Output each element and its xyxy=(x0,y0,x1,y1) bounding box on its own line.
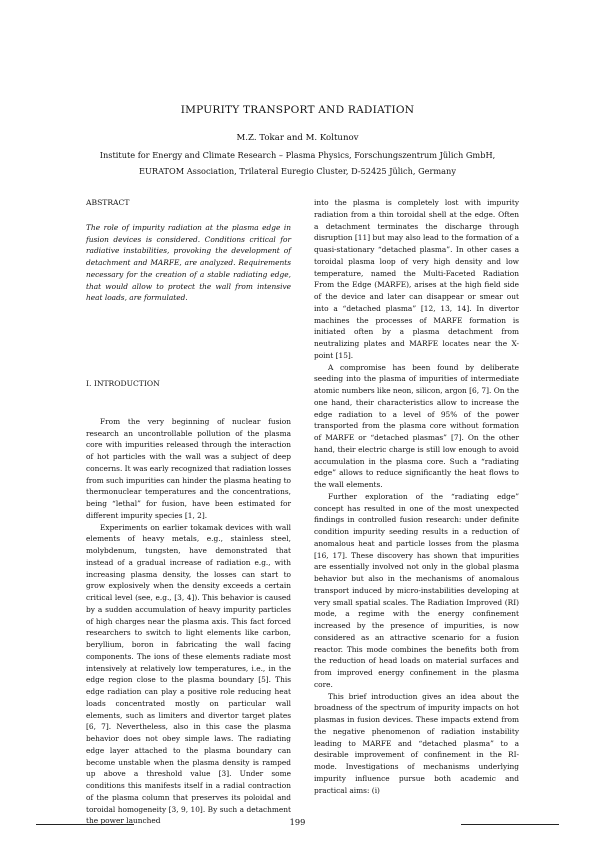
abstract-text: The role of impurity radiation at the plasma edge in fusion devices is considered. Conditions critical for radiative instabilities, provoking the development of detachment and MARFE, are analyzed. Requirements necessary for the creation of a stable radiating edge, that would allow to protect the wall from intensive heat loads, are formulated. xyxy=(86,222,291,303)
right-column xyxy=(314,197,519,796)
page-number: 199 xyxy=(289,817,306,827)
body-paragraph: A compromise has been found by deliberate seeding into the plasma of impurities of intermediate atomic numbers like neon, silicon, argon [6, 7]. On the one hand, their characteristics allow to increase the edge radiation to a level of 95% of the power transported from the plasma core without formation of MARFE or “detached plasmas” [7]. On the other hand, their electric charge is still low enough to avoid accumulation in the plasma core. Such a “radiating edge” allows to reduce significantly the heat flows to the wall elements. xyxy=(314,362,519,489)
author-list: M.Z. Tokar and M. Koltunov xyxy=(236,133,359,143)
intro-paragraph: Experiments on earlier tokamak devices with wall elements of heavy metals, e.g., stainless steel, molybdenum, tungsten, have demonstrated that instead of a gradual increase of radiation e.g., with increasing plasma density, the losses can start to grow explosively when the density exceeds a certain critical level (see, e.g., [3, 4]). This behavior is caused by a sudden accumulation of heavy impurity particles of high charges near the plasma axis. This fact forced researchers to switch to light elements like carbon, beryllium, boron in fabricating the wall facing components. The ions of these elements radiate most intensively at relatively low temperatures, i.e., in the edge region close to the plasma boundary [5]. This edge radiation can play a positive role reducing heat loads concentrated mostly on particular wall elements, such as limiters and divertor target plates [6, 7]. Nevertheless, also in this case the plasma behavior does not obey simple laws. The radiating edge layer attached to the plasma boundary can become unstable when the plasma density is ramped up above a threshold value [3]. Under some conditions this manifests itself in a radial contraction of the plasma column that preserves its poloidal and toroidal homogeneity [3, 9, 10]. By such a detachment the power launched xyxy=(86,522,291,826)
body-paragraph: Further exploration of the “radiating edge” concept has resulted in one of the most unexpected findings in controlled fusion research: under definite condition impurity seeding results in a reduction of anomalous heat and particle losses from the plasma [16, 17]. These discovery has shown that impurities are essentially involved not only in the global plasma behavior but also in the mechanisms of anomalous transport induced by micro-instabilities developing at very small spatial scales. The Radiation Improved (RI) mode, a regime with the energy confinement increased by the presence of impurities, is now considered as an attractive scenario for a fusion reactor. This mode combines the benefits both from the reduction of head loads on material surfaces and from improved energy confinement in the plasma core. xyxy=(314,491,519,689)
affiliation-line-1: Institute for Energy and Climate Research – Plasma Physics, Forschungszentrum Jülich GmbH, xyxy=(99,150,496,160)
introduction-heading: I. INTRODUCTION xyxy=(86,379,160,388)
paper-title: IMPURITY TRANSPORT AND RADIATION xyxy=(180,104,415,116)
body-paragraph: into the plasma is completely lost with impurity radiation from a thin toroidal shell at the edge. Often a detachment terminates the discharge through disruption [11] but may also lead to the formation of a quasi-stationary “detached plasma”. In other cases a toroidal plasma loop of very high density and low temperature, named the Multi-Faceted Radiation From the Edge (MARFE), arises at the high field side of the device and later can disappear or smear out into a “detached plasma” [12, 13, 14]. In divertor machines the processes of MARFE formation is initiated often by a plasma detachment from neutralizing plates and MARFE locates near the X-point [15]. xyxy=(314,198,519,360)
left-column xyxy=(86,197,291,827)
intro-paragraph: From the very beginning of nuclear fusion research an uncontrollable pollution of the plasma core with impurities released through the interaction of hot particles with the wall was a subject of deep concerns. It was early recognized that radiation losses from such impurities can hinder the plasma heating to thermonuclear temperatures and the concentrations, being “lethal” for fusion, have been estimated for different impurity species [1, 2]. xyxy=(86,416,292,520)
body-paragraph: This brief introduction gives an idea about the broadness of the spectrum of impurity impacts on hot plasmas in fusion devices. These impacts extend from the negative phenomenon of radiation instability leading to MARFE and “detached plasma” to a desirable improvement of confinement in the RI-mode. Investigations of mechanisms underlying impurity influence pursue both academic and practical aims: (i) xyxy=(314,691,519,795)
abstract-heading: ABSTRACT xyxy=(86,198,130,207)
footer-rule-right xyxy=(461,824,559,825)
affiliation-line-2: EURATOM Association, Trilateral Euregio Cluster, D-52425 Jülich, Germany xyxy=(139,166,456,176)
